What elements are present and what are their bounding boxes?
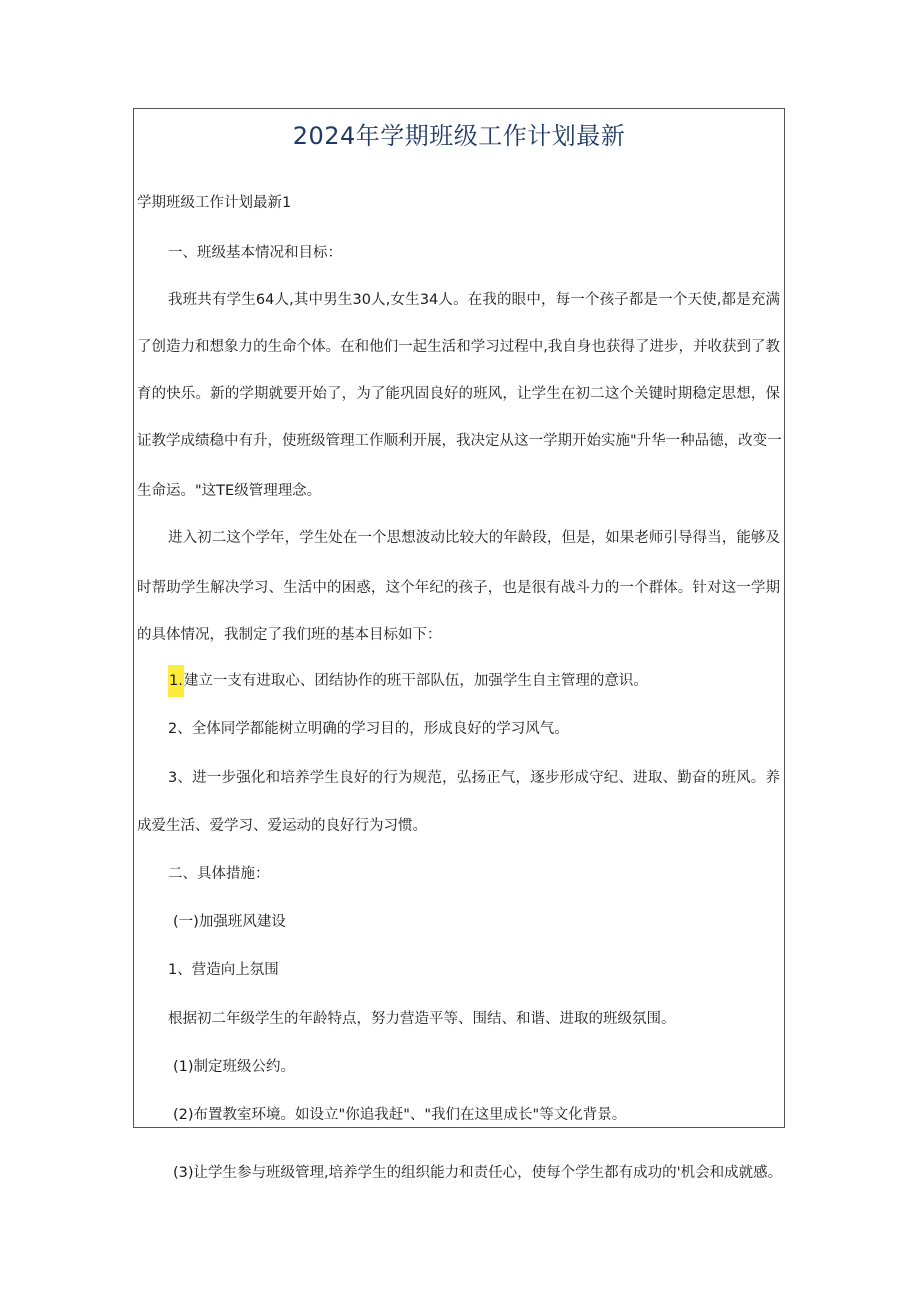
para1-line: 我班共有学生64人,其中男生30人,女生34人。在我的眼中，每一个孩子都是一个天使,都是充满 [168, 292, 780, 308]
goal3-line: 3、进一步强化和培养学生良好的行为规范，弘扬正气，逐步形成守纪、进取、勤奋的班风。养 [168, 770, 780, 786]
para1-line: 育的快乐。新的学期就要开始了，为了能巩固良好的班风，让学生在初二这个关键时期稳定思想，保 [137, 386, 780, 402]
goal3-line: 成爱生活、爱学习、爱运动的良好行为习惯。 [137, 818, 427, 834]
goal1-text: 建立一支有进取心、团结协作的班干部队伍，加强学生自主管理的意识。 [183, 673, 648, 689]
sub1-heading: (一)加强班风建设 [173, 914, 286, 930]
section1-heading: 一、班级基本情况和目标： [168, 245, 342, 261]
goal1 [168, 671, 648, 691]
point3: (3)让学生参与班级管理,培养学生的组织能力和责任心，使每个学生都有成功的'机会和成就感。 [173, 1165, 783, 1181]
para1-line: 证教学成绩稳中有升，使班级管理工作顺利开展，我决定从这一学期开始实施"升华一种品德，改变一 [137, 433, 782, 449]
para1-line: 了创造力和想象力的生命个体。在和他们一起生活和学习过程中,我自身也获得了进步，并收获到了教 [137, 339, 780, 355]
subtitle: 学期班级工作计划最新1 [137, 195, 292, 211]
section2-heading: 二、具体措施： [168, 866, 270, 882]
para2-line: 进入初二这个学年，学生处在一个思想波动比较大的年龄段，但是，如果老师引导得当，能够及 [168, 530, 780, 546]
goal2: 2、全体同学都能树立明确的学习目的，形成良好的学习风气。 [168, 721, 569, 737]
para2-line: 的具体情况，我制定了我们班的基本目标如下： [137, 627, 442, 643]
para1-line: 生命运。"这TE级管理理念。 [137, 483, 322, 499]
document-title: 2024年学期班级工作计划最新 [292, 122, 626, 150]
point1: (1)制定班级公约。 [173, 1059, 296, 1075]
item1-text: 根据初二年级学生的年龄特点，努力营造平等、围结、和谐、进取的班级氛围。 [168, 1011, 676, 1027]
goal1-number-highlight: 1. [168, 665, 184, 697]
point2: (2)布置教室环境。如设立"你追我赶"、"我们在这里成长"等文化背景。 [173, 1107, 627, 1123]
item1-heading: 1、营造向上氛围 [168, 962, 279, 978]
para2-line: 时帮助学生解决学习、生活中的困惑，这个年纪的孩子，也是很有战斗力的一个群体。针对这一学期 [137, 580, 780, 596]
